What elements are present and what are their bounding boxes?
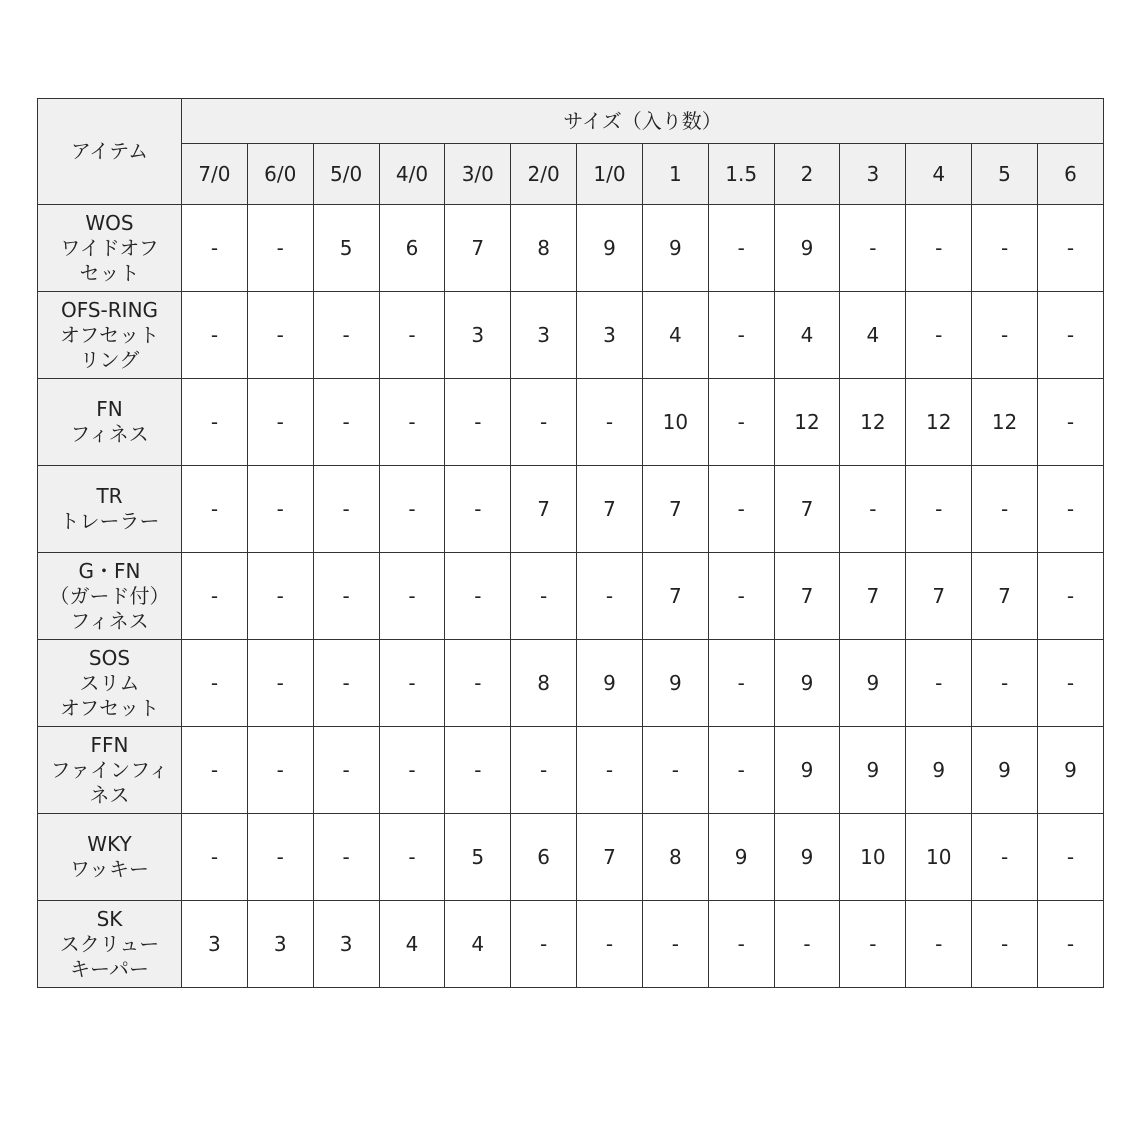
size-header-cell: 1 [642,144,708,205]
quantity-cell: 12 [972,379,1038,466]
quantity-cell: - [708,901,774,988]
item-name-line: リング [79,347,140,372]
item-name-line: キーパー [70,956,149,981]
item-name-cell [38,553,182,640]
quantity-cell: - [313,814,379,901]
quantity-cell: - [708,292,774,379]
quantity-cell: - [247,292,313,379]
item-name-line: TR [96,484,123,508]
quantity-cell: 7 [906,553,972,640]
item-name-line: スリム [79,670,140,695]
item-name-line: OFS-RING [60,297,159,322]
quantity-cell: - [511,901,577,988]
item-name-cell [38,727,182,814]
quantity-cell: - [182,553,248,640]
quantity-cell: - [1037,205,1103,292]
quantity-cell: 12 [840,379,906,466]
size-table [37,98,1104,988]
quantity-cell: - [511,379,577,466]
quantity-cell: - [906,292,972,379]
quantity-cell: 5 [313,205,379,292]
quantity-cell: - [906,640,972,727]
item-column-header: アイテム [38,99,182,205]
item-name-line: SOS [88,645,131,670]
item-name-cell [38,379,182,466]
quantity-cell: 10 [840,814,906,901]
quantity-cell: 6 [379,205,445,292]
quantity-cell: - [972,640,1038,727]
quantity-cell: 9 [774,727,840,814]
quantity-cell: - [906,901,972,988]
quantity-cell: 9 [577,205,643,292]
quantity-cell: 10 [642,379,708,466]
quantity-cell: 9 [1037,727,1103,814]
quantity-cell: - [906,205,972,292]
size-header-cell: 7/0 [182,144,248,205]
quantity-cell: 7 [774,466,840,553]
quantity-cell: - [247,379,313,466]
quantity-cell: - [577,379,643,466]
quantity-cell: 3 [313,901,379,988]
size-header-cell: 3/0 [445,144,511,205]
quantity-cell: - [445,640,511,727]
size-header-cell: 6 [1037,144,1103,205]
quantity-cell: - [247,205,313,292]
quantity-cell: - [313,553,379,640]
item-name-cell [38,466,182,553]
table-row [38,292,1104,379]
quantity-cell: 9 [840,640,906,727]
quantity-cell: 12 [906,379,972,466]
quantity-cell: - [247,727,313,814]
quantity-cell: - [182,292,248,379]
item-name-line: スクリュー [59,931,160,956]
quantity-cell: - [379,379,445,466]
quantity-cell: - [577,901,643,988]
quantity-cell: 4 [445,901,511,988]
quantity-cell: - [708,727,774,814]
quantity-cell: - [972,205,1038,292]
quantity-cell: - [379,553,445,640]
item-name-line: SK [96,906,123,931]
size-header-row [38,144,1104,205]
item-name-line: WKY [87,832,132,856]
quantity-cell: - [313,640,379,727]
quantity-cell: 4 [774,292,840,379]
item-name-line: ワイドオフ [60,235,159,260]
quantity-cell: - [247,814,313,901]
quantity-cell: 9 [774,814,840,901]
quantity-cell: - [840,205,906,292]
item-name-cell [38,640,182,727]
quantity-cell: - [972,901,1038,988]
quantity-cell: 7 [642,553,708,640]
item-name-cell [38,292,182,379]
quantity-cell: 7 [972,553,1038,640]
table-row [38,814,1104,901]
table-row [38,379,1104,466]
quantity-cell: - [379,466,445,553]
quantity-cell: 9 [708,814,774,901]
size-header-cell: 4/0 [379,144,445,205]
quantity-cell: - [708,640,774,727]
quantity-cell: - [1037,553,1103,640]
item-name-line: WOS [85,210,134,235]
item-name-cell [38,814,182,901]
quantity-cell: - [972,814,1038,901]
size-header-cell: 1.5 [708,144,774,205]
quantity-cell: - [182,466,248,553]
item-name-line: フィネス [70,422,149,446]
item-name-line: セット [79,260,140,285]
quantity-cell: - [182,727,248,814]
quantity-cell: 9 [642,640,708,727]
quantity-cell: - [511,727,577,814]
quantity-cell: 5 [445,814,511,901]
quantity-cell: - [642,901,708,988]
quantity-cell: 6 [511,814,577,901]
item-name-line: （ガード付） [49,583,170,608]
quantity-cell: - [906,466,972,553]
item-name-line: FN [96,397,123,421]
quantity-cell: - [247,553,313,640]
quantity-cell: 7 [774,553,840,640]
quantity-cell: - [379,814,445,901]
quantity-cell: 7 [840,553,906,640]
quantity-cell: - [379,292,445,379]
quantity-cell: - [445,727,511,814]
size-header-cell: 1/0 [577,144,643,205]
quantity-cell: - [1037,379,1103,466]
table-row [38,640,1104,727]
quantity-cell: 4 [642,292,708,379]
quantity-cell: - [182,379,248,466]
item-name-line: ワッキー [70,857,149,881]
size-column-group-header: サイズ（入り数） [182,99,1104,144]
size-header-cell: 5/0 [313,144,379,205]
quantity-cell: - [1037,901,1103,988]
quantity-cell: 9 [972,727,1038,814]
quantity-cell: - [1037,640,1103,727]
quantity-cell: 7 [577,814,643,901]
quantity-cell: 4 [840,292,906,379]
table-row [38,727,1104,814]
quantity-cell: 3 [511,292,577,379]
quantity-cell: 9 [906,727,972,814]
quantity-cell: - [313,292,379,379]
quantity-cell: - [972,466,1038,553]
quantity-cell: - [182,205,248,292]
quantity-cell: 7 [642,466,708,553]
item-name-line: ファインフィ [50,757,169,782]
item-name-cell [38,205,182,292]
item-name-line: オフセット [59,695,160,720]
size-header-cell: 3 [840,144,906,205]
quantity-cell: - [708,205,774,292]
quantity-cell: - [708,466,774,553]
quantity-cell: 3 [445,292,511,379]
quantity-cell: - [313,379,379,466]
quantity-cell: - [577,553,643,640]
quantity-cell: - [182,640,248,727]
quantity-cell: - [1037,292,1103,379]
quantity-cell: - [511,553,577,640]
size-header-cell: 2/0 [511,144,577,205]
quantity-cell: 8 [642,814,708,901]
item-name-line: ネス [89,782,130,807]
quantity-cell: 7 [511,466,577,553]
table-row [38,553,1104,640]
quantity-cell: - [642,727,708,814]
quantity-cell: - [972,292,1038,379]
quantity-cell: 3 [577,292,643,379]
quantity-cell: 9 [774,205,840,292]
size-header-cell: 2 [774,144,840,205]
quantity-cell: - [247,640,313,727]
size-header-cell: 4 [906,144,972,205]
item-name-line: トレーラー [59,509,160,533]
quantity-cell: 12 [774,379,840,466]
quantity-cell: 8 [511,205,577,292]
table-header [38,99,1104,205]
size-header-cell: 6/0 [247,144,313,205]
item-name-cell [38,901,182,988]
table-body [38,205,1104,988]
quantity-cell: 9 [577,640,643,727]
item-name-line: フィネス [70,608,149,633]
quantity-cell: - [708,379,774,466]
quantity-cell: - [247,466,313,553]
quantity-cell: - [182,814,248,901]
quantity-cell: 9 [642,205,708,292]
size-header-cell: 5 [972,144,1038,205]
quantity-cell: 9 [774,640,840,727]
quantity-cell: 4 [379,901,445,988]
quantity-cell: 8 [511,640,577,727]
quantity-cell: 9 [840,727,906,814]
quantity-cell: - [577,727,643,814]
item-name-line: FFN [90,732,129,757]
table-row [38,205,1104,292]
quantity-cell: - [313,466,379,553]
item-name-line: オフセット [59,322,160,347]
quantity-cell: - [445,466,511,553]
quantity-cell: 10 [906,814,972,901]
quantity-cell: - [840,901,906,988]
quantity-cell: - [774,901,840,988]
quantity-cell: - [708,553,774,640]
quantity-cell: 7 [577,466,643,553]
quantity-cell: - [379,727,445,814]
quantity-cell: 7 [445,205,511,292]
quantity-cell: - [840,466,906,553]
quantity-cell: - [445,553,511,640]
table-row [38,466,1104,553]
quantity-cell: - [1037,814,1103,901]
quantity-cell: - [1037,466,1103,553]
quantity-cell: - [379,640,445,727]
item-name-line: G・FN [78,558,141,583]
table-row [38,901,1104,988]
quantity-cell: 3 [247,901,313,988]
quantity-cell: - [445,379,511,466]
quantity-cell: - [313,727,379,814]
quantity-cell: 3 [182,901,248,988]
